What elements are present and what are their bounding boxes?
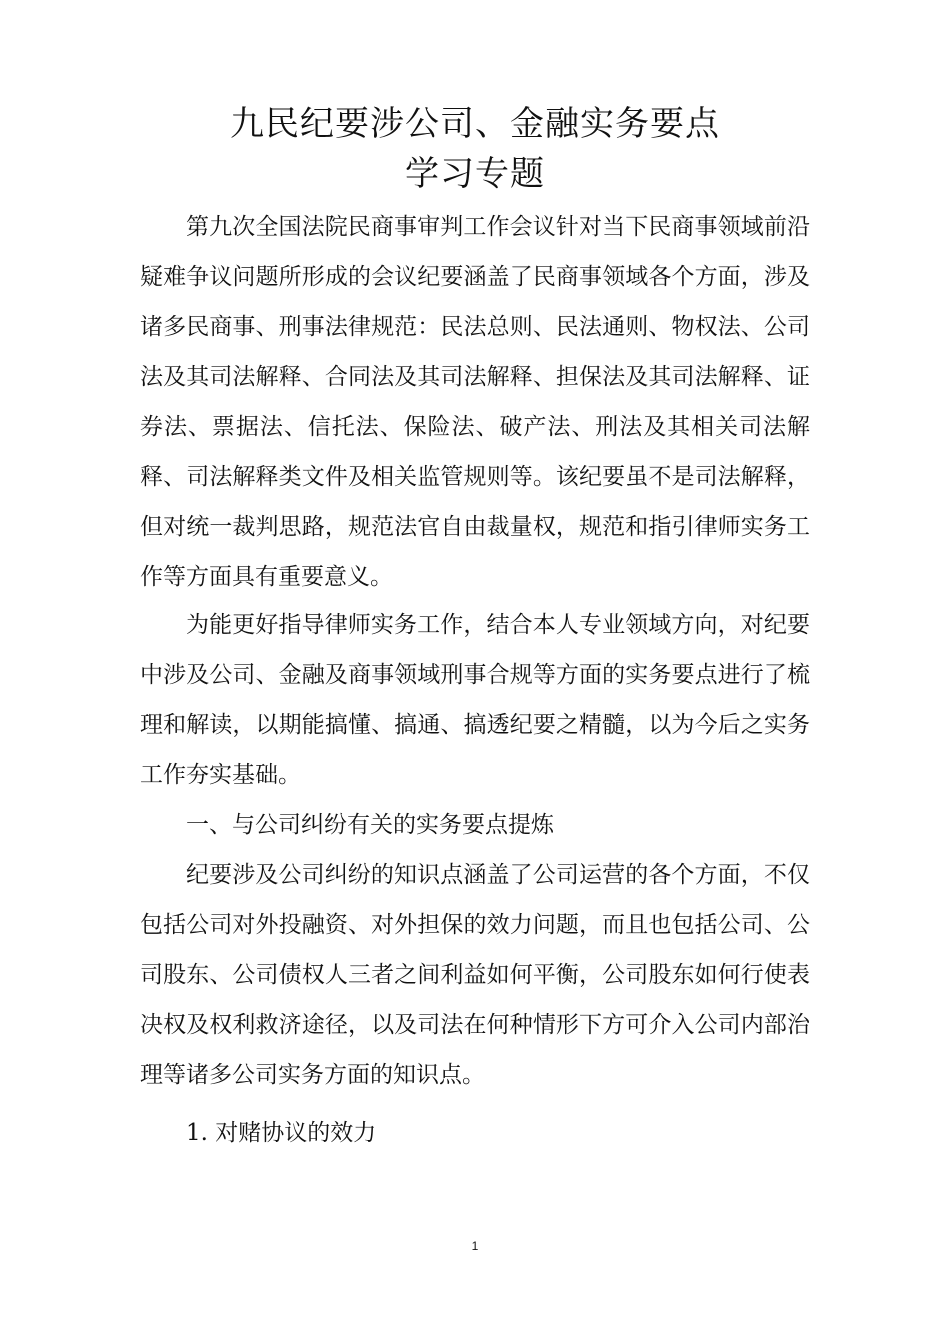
list-item: 1. 对赌协议的效力 [186,1120,377,1146]
section-heading: 一、与公司纠纷有关的实务要点提炼 [186,812,554,838]
document-title: 九民纪要涉公司、金融实务要点 [230,104,720,144]
intro-paragraph: 第九次全国法院民商事审判工作会议针对当下民商事领域前沿疑难争议问题所形成的会议纪要涵盖了民商事领域各个方面，涉及诸多民商事、刑事法律规范：民法总则、民法通则、物权法、公司法及其司法解释、合同法及其司法解释、担保法及其司法解释、证券法、票据法、信托法、保险法、破产法、刑法及其相关司法解释、司法解释类文件及相关监管规则等。该纪要虽不是司法解释，但对统一裁判思路，规范法官自由裁量权，规范和指引律师实务工作等方面具有重要意义。 [140,214,810,590]
section-paragraph: 纪要涉及公司纠纷的知识点涵盖了公司运营的各个方面，不仅包括公司对外投融资、对外担保的效力问题，而且也包括公司、公司股东、公司债权人三者之间利益如何平衡，公司股东如何行使表决权及权利救济途径，以及司法在何种情形下方可介入公司内部治理等诸多公司实务方面的知识点。 [140,862,810,1088]
document-subtitle: 学习专题 [405,154,545,194]
page-number: 1 [471,1239,479,1253]
purpose-paragraph: 为能更好指导律师实务工作，结合本人专业领域方向，对纪要中涉及公司、金融及商事领域刑事合规等方面的实务要点进行了梳理和解读，以期能搞懂、搞通、搞透纪要之精髓，以为今后之实务工作夯实基础。 [140,612,810,788]
